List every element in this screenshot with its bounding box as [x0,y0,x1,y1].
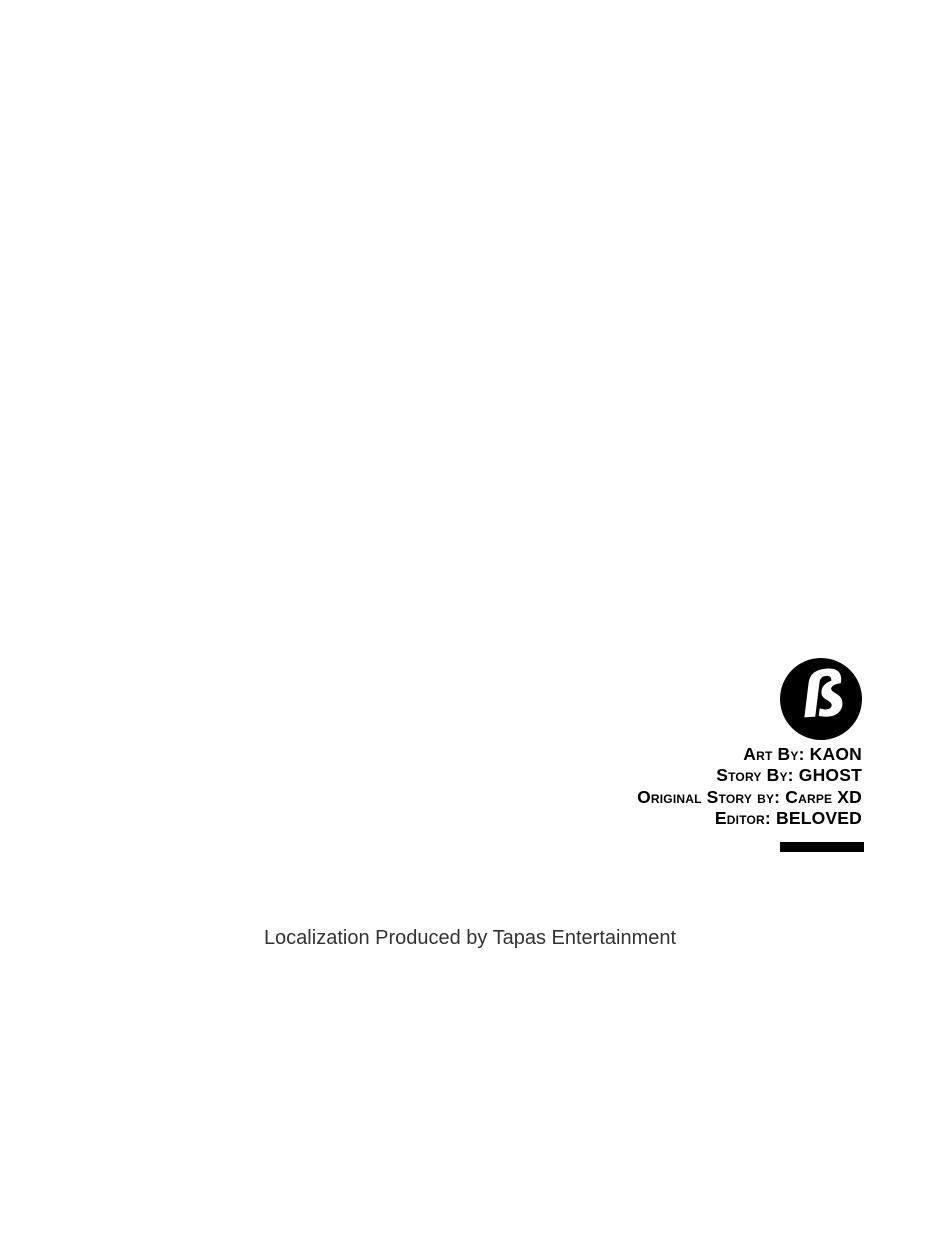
credit-line-art: Art By: KAON [743,744,862,764]
script-b-logo-icon: ß [798,656,848,733]
credit-line-editor: Editor: BELOVED [714,808,862,829]
credits-block [637,744,862,830]
credit-line-original-story: Original Story by: Carpe XD [637,786,862,807]
studio-logo [780,658,862,740]
credits-divider-bar [780,842,864,852]
credit-line-story: Story By: GHOST [716,765,862,786]
localization-credit: Localization Produced by Tapas Entertainment [263,927,677,949]
